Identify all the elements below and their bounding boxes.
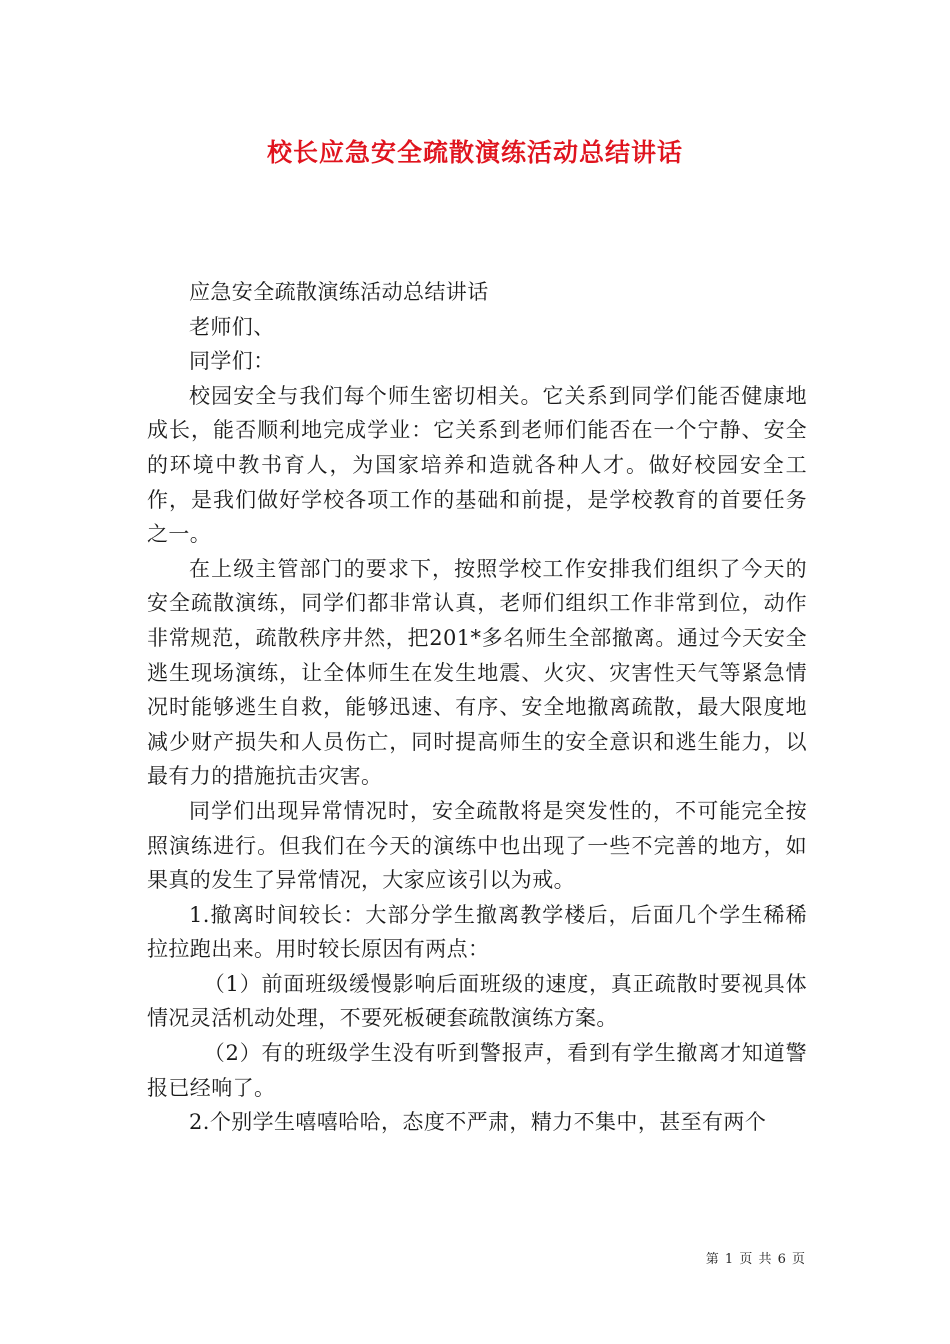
paragraph-drill-summary: 在上级主管部门的要求下，按照学校工作安排我们组织了今天的安全疏散演练，同学们都非常认真，老师们组织工作非常到位，动作非常规范，疏散秩序井然，把201*多名师生全部撤离。通过今天安全逃生现场演练，让全体师生在发生地震、火灾、灾害性天气等紧急情况时能够逃生自救，能够迅速、有序、安全地撤离疏散，最大限度地减少财产损失和人员伤亡，同时提高师生的安全意识和逃生能力，以最有力的措施抗击灾害。 (147, 556, 807, 789)
paragraph-issue-1: 1.撤离时间较长：大部分学生撤离教学楼后，后面几个学生稀稀拉拉跑出来。用时较长原因有两点： (147, 902, 807, 962)
paragraph-issue-1-reason-2: （2）有的班级学生没有听到警报声，看到有学生撤离才知道警报已经响了。 (147, 1041, 807, 1100)
paragraph-salutation-students: 同学们： (189, 349, 275, 374)
paragraph-salutation-teachers: 老师们、 (189, 314, 275, 339)
paragraph-issue-2: 2.个别学生嘻嘻哈哈，态度不严肃，精力不集中，甚至有两个 (189, 1110, 767, 1135)
paragraph-issues-intro: 同学们出现异常情况时，安全疏散将是突发性的，不可能完全按照演练进行。但我们在今天的演练中也出现了一些不完善的地方，如果真的发生了异常情况，大家应该引以为戒。 (147, 798, 807, 893)
paragraph-heading: 应急安全疏散演练活动总结讲话 (189, 280, 489, 304)
paragraph-campus-safety: 校园安全与我们每个师生密切相关。它关系到同学们能否健康地成长，能否顺利地完成学业：它关系到老师们能否在一个宁静、安全的环境中教书育人，为国家培养和造就各种人才。做好校园安全工作，是我们做好学校各项工作的基础和前提，是学校教育的首要任务之一。 (147, 383, 807, 547)
document-title: 校长应急安全疏散演练活动总结讲话 (266, 138, 683, 167)
document-body (147, 275, 807, 1140)
paragraph-issue-1-reason-1: （1）前面班级缓慢影响后面班级的速度，真正疏散时要视具体情况灵活机动处理，不要死板硬套疏散演练方案。 (147, 971, 807, 1031)
page-number-footer: 第 1 页 共 6 页 (705, 1252, 806, 1267)
